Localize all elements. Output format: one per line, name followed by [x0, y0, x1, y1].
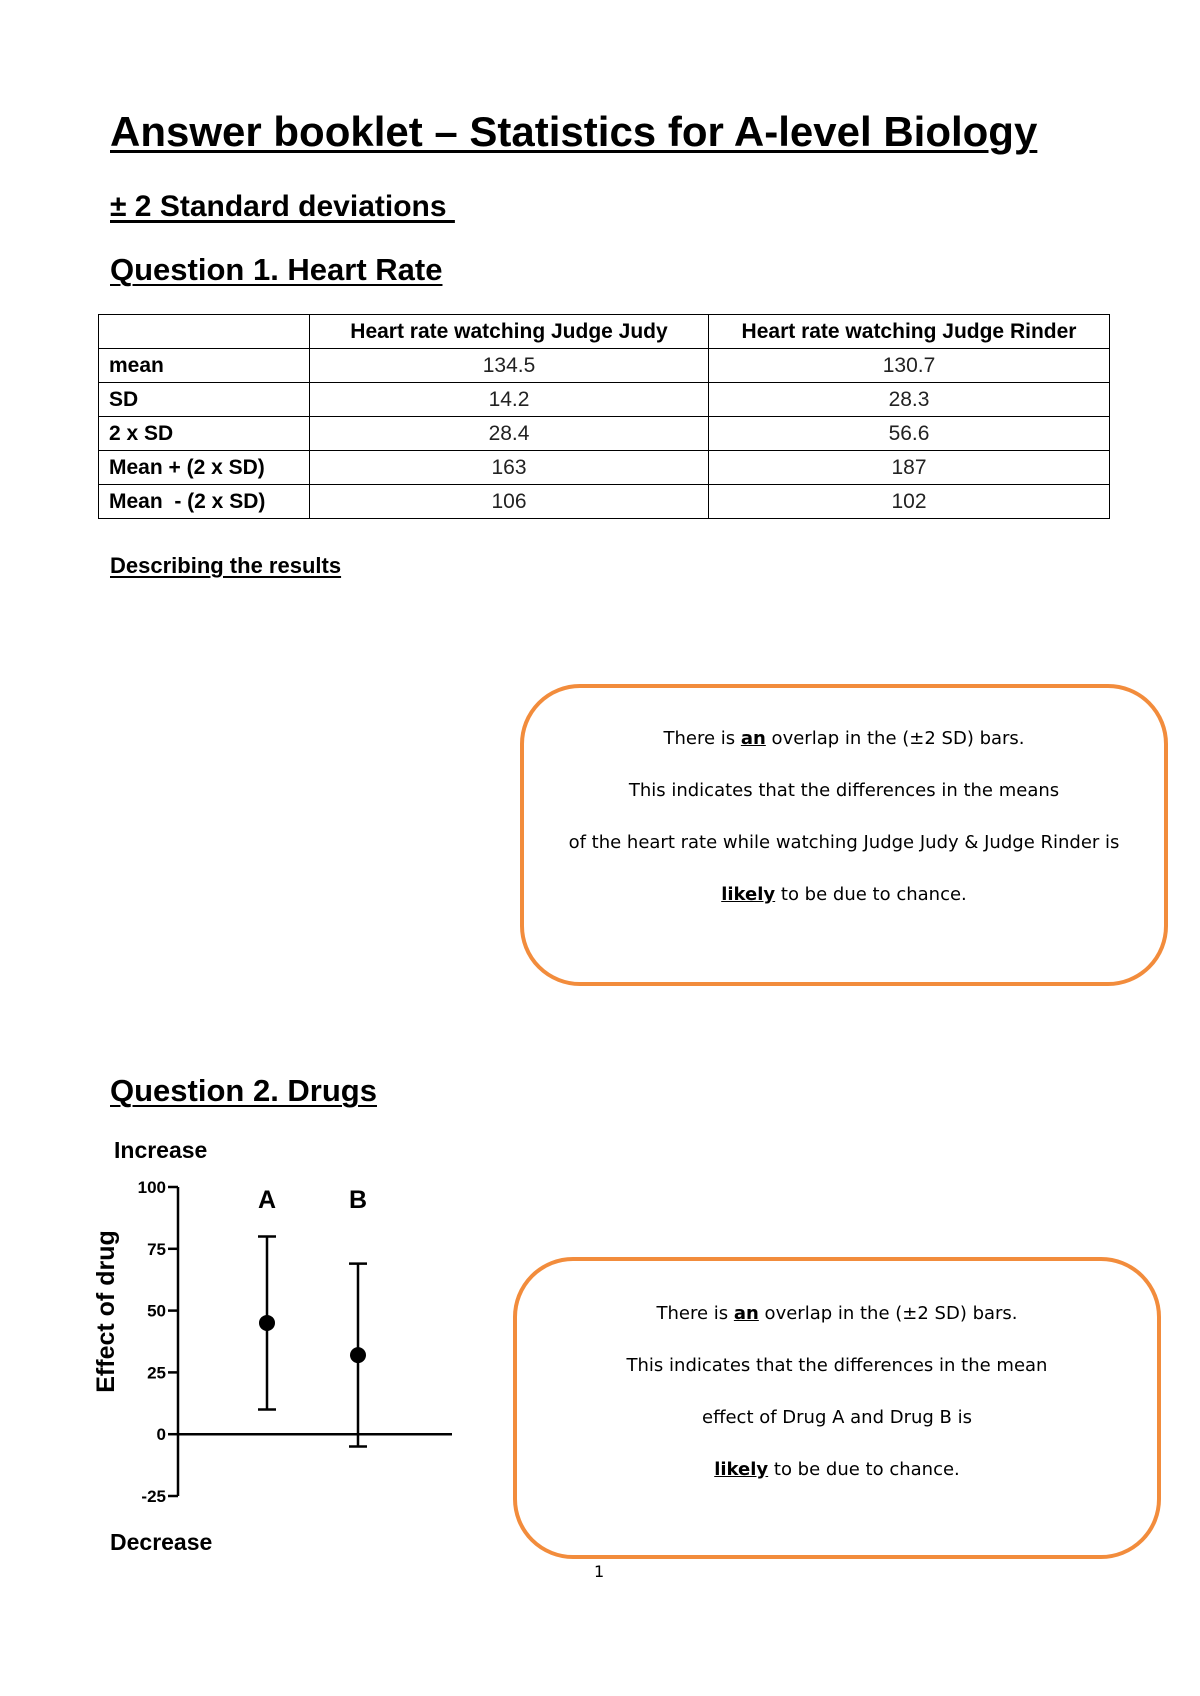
y-axis-label: Effect of drug	[92, 1230, 120, 1393]
cell-judy: 28.4	[310, 417, 709, 451]
describing-results-heading: Describing the results	[110, 553, 342, 578]
table-header-row	[99, 315, 1110, 349]
category-label-a: A	[257, 1186, 277, 1214]
answer-text: to be due to chance.	[768, 1459, 960, 1480]
y-tick-label: 50	[147, 1301, 166, 1321]
answer-emphasis: an	[740, 728, 766, 749]
row-label: Mean - (2 x SD)	[99, 485, 310, 519]
answer-line	[524, 726, 1164, 751]
answer-text: overlap in the (±2 SD) bars.	[758, 1303, 1018, 1324]
y-tick-label: 0	[156, 1425, 166, 1445]
answer-text: There is	[656, 1303, 734, 1324]
table-row	[99, 485, 1110, 519]
cell-rinder: 102	[709, 485, 1110, 519]
cell-judy: 163	[310, 451, 709, 485]
answer-emphasis: an	[733, 1303, 759, 1324]
category-label-b: B	[348, 1186, 368, 1214]
data-point-a	[259, 1315, 275, 1331]
y-tick-label: 25	[147, 1363, 166, 1383]
decrease-label: Decrease	[110, 1529, 213, 1555]
table-header-cell: Heart rate watching Judge Judy	[310, 315, 709, 349]
answer-line	[517, 1301, 1157, 1326]
question-1-title: Question 1. Heart Rate	[110, 252, 443, 287]
cell-judy: 134.5	[310, 349, 709, 383]
y-tick-label: 100	[137, 1178, 166, 1197]
answer-line: of the heart rate while watching Judge Judy & Judge Rinder is	[568, 832, 1120, 853]
row-label: 2 x SD	[99, 417, 310, 451]
table-header-cell	[99, 315, 310, 349]
y-tick-label: 75	[147, 1239, 166, 1259]
q2-answer-box	[513, 1257, 1161, 1559]
table-header-cell: Heart rate watching Judge Rinder	[709, 315, 1110, 349]
cell-rinder: 187	[709, 451, 1110, 485]
table-row	[99, 349, 1110, 383]
answer-line: This indicates that the differences in the mean	[626, 1355, 1048, 1376]
answer-line: effect of Drug A and Drug B is	[702, 1407, 972, 1428]
answer-line	[517, 1457, 1157, 1482]
cell-judy: 106	[310, 485, 709, 519]
section-subtitle: ± 2 Standard deviations	[110, 190, 455, 223]
heart-rate-table	[98, 314, 1110, 519]
table-row	[99, 417, 1110, 451]
answer-emphasis: likely	[714, 1459, 769, 1480]
drug-effect-chart	[90, 1130, 470, 1560]
q1-answer-box	[520, 684, 1168, 986]
cell-rinder: 28.3	[709, 383, 1110, 417]
page-title: Answer booklet – Statistics for A-level Biology	[110, 108, 1038, 155]
increase-label: Increase	[114, 1137, 208, 1163]
row-label: mean	[99, 349, 310, 383]
page-number: 1	[594, 1562, 605, 1581]
answer-line: This indicates that the differences in the means	[628, 780, 1060, 801]
cell-rinder: 130.7	[709, 349, 1110, 383]
row-label: SD	[99, 383, 310, 417]
cell-rinder: 56.6	[709, 417, 1110, 451]
answer-text: to be due to chance.	[775, 884, 967, 905]
answer-line	[524, 882, 1164, 907]
question-2-title: Question 2. Drugs	[110, 1073, 377, 1108]
y-tick-label: -25	[141, 1487, 166, 1506]
table-row	[99, 383, 1110, 417]
cell-judy: 14.2	[310, 383, 709, 417]
table-row	[99, 451, 1110, 485]
row-label: Mean + (2 x SD)	[99, 451, 310, 485]
answer-text: overlap in the (±2 SD) bars.	[765, 728, 1025, 749]
data-point-b	[350, 1347, 366, 1363]
answer-emphasis: likely	[721, 884, 776, 905]
answer-text: There is	[663, 728, 741, 749]
